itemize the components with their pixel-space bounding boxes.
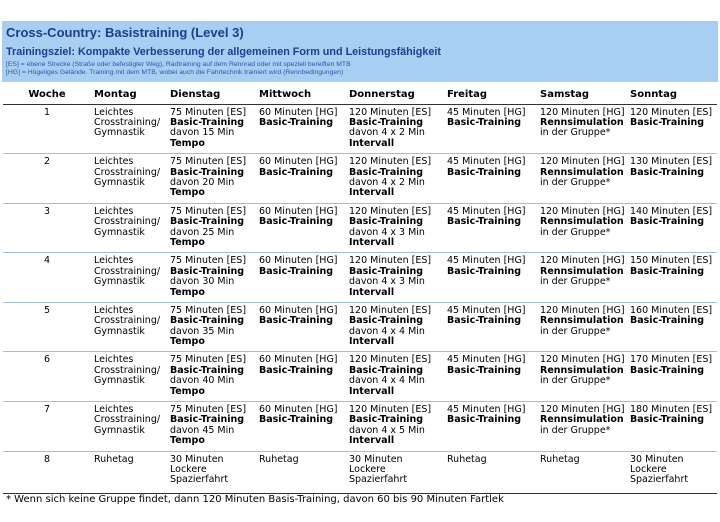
cell-samstag [537,154,627,203]
cell-montag [91,253,167,302]
week-number: 8 [43,453,51,465]
cell-text-line: Lockere [170,464,207,476]
cell-text-line: 130 Minuten [ES] [630,156,713,168]
table-row [3,352,717,402]
footnote: * Wenn sich keine Gruppe findet, dann 120 Minuten Basis-Training, davon 60 bis 90 Minuten Fartlek [6,494,504,505]
cell-text-line: in der Gruppe* [540,424,611,436]
cell-donnerstag [346,204,444,253]
table-row [3,303,717,353]
cell-text-line: Spazierfahrt [630,474,689,486]
cell-text-line: Lockere [630,464,667,476]
cell-text-line: 75 Minuten [ES] [170,106,247,118]
cell-text-line: 180 Minuten [ES] [630,404,713,416]
cell-text-line: Ruhetag [259,453,299,465]
cell-samstag [537,402,627,451]
cell-text-line: Rennsimulation [540,216,624,228]
cell-text-line: Intervall [349,137,395,149]
cell-text-line: in der Gruppe* [540,325,611,337]
cell-text-line: 150 Minuten [ES] [630,255,713,267]
cell-text-line: 120 Minuten [HG] [540,354,625,366]
cell-text-line: Basic-Training [630,116,705,128]
cell-text-line: in der Gruppe* [540,375,611,387]
cell-text-line: 30 Minuten [349,453,403,465]
cell-samstag [537,452,627,493]
cell-text-line: 45 Minuten [HG] [447,404,526,416]
cell-text-line: Basic-Training [170,315,245,327]
cell-text-line: Basic-Training [259,414,334,426]
cell-donnerstag [346,352,444,401]
cell-text-line: Basic-Training [349,216,424,228]
cell-text-line: davon 4 x 4 Min [349,325,425,337]
cell-text-line: 120 Minuten [ES] [630,106,713,118]
cell-text-line: Gymnastik [94,226,145,238]
cell-text-line: Tempo [170,286,205,298]
cell-text-line: davon 25 Min [170,226,235,238]
cell-dienstag [167,253,256,302]
cell-text-line: in der Gruppe* [540,127,611,139]
cell-text-line: Basic-Training [630,315,705,327]
cell-text-line: 60 Minuten [HG] [259,354,338,366]
cell-text-line: davon 30 Min [170,276,235,288]
cell-text-line: Tempo [170,187,205,199]
cell-samstag [537,253,627,302]
page-title: Cross-Country: Basistraining (Level 3) [6,25,244,40]
cell-freitag [444,352,537,401]
cell-dienstag [167,154,256,203]
cell-text-line: 45 Minuten [HG] [447,156,526,168]
cell-text-line: Ruhetag [540,453,580,465]
cell-montag [91,154,167,203]
plan-header [2,21,718,82]
cell-samstag [537,303,627,352]
cell-text-line: 160 Minuten [ES] [630,304,713,316]
cell-text-line: Crosstraining/ [94,315,161,327]
cell-text-line: Leichtes [94,404,134,416]
cell-text-line: Basic-Training [170,216,245,228]
cell-text-line: Basic-Training [170,116,245,128]
table-header-row [3,86,717,105]
cell-text-line: Basic-Training [349,315,424,327]
cell-text-line: 75 Minuten [ES] [170,304,247,316]
week-number: 6 [43,354,51,366]
cell-text-line: Leichtes [94,205,134,217]
training-table [3,86,717,494]
cell-text-line: Basic-Training [259,216,334,228]
cell-freitag [444,154,537,203]
cell-freitag [444,303,537,352]
cell-mittwoch [256,154,346,203]
cell-text-line: 60 Minuten [HG] [259,106,338,118]
cell-text-line: Leichtes [94,255,134,267]
cell-text-line: Basic-Training [170,265,245,277]
cell-text-line: 45 Minuten [HG] [447,354,526,366]
cell-text-line: 60 Minuten [HG] [259,205,338,217]
cell-text-line: in der Gruppe* [540,276,611,288]
table-body [3,105,717,494]
cell-text-line: 120 Minuten [ES] [349,106,432,118]
cell-text-line: Basic-Training [170,414,245,426]
cell-text-line: Basic-Training [447,166,522,178]
cell-text-line: Intervall [349,435,395,447]
cell-text-line: Basic-Training [630,414,705,426]
cell-text-line: Basic-Training [259,315,334,327]
cell-dienstag [167,204,256,253]
column-header-dienstag: Dienstag [170,89,221,100]
cell-text-line: Basic-Training [447,265,522,277]
cell-text-line: 120 Minuten [ES] [349,404,432,416]
cell-text-line: Basic-Training [349,265,424,277]
training-goal: Trainingsziel: Kompakte Verbesserung der allgemeinen Form und Leistungsfähigkeit [6,46,441,58]
cell-mittwoch [256,303,346,352]
cell-text-line: 120 Minuten [ES] [349,156,432,168]
cell-montag [91,204,167,253]
cell-text-line: 170 Minuten [ES] [630,354,713,366]
cell-montag [91,105,167,154]
cell-text-line: Basic-Training [349,116,424,128]
cell-text-line: davon 15 Min [170,127,235,139]
week-number: 2 [43,156,51,168]
cell-text-line: Ruhetag [94,453,134,465]
cell-text-line: davon 4 x 5 Min [349,424,425,436]
cell-text-line: Basic-Training [170,364,245,376]
cell-donnerstag [346,154,444,203]
cell-mittwoch [256,452,346,493]
cell-text-line: 75 Minuten [ES] [170,404,247,416]
column-header-samstag: Samstag [540,89,590,100]
cell-text-line: Basic-Training [259,364,334,376]
cell-text-line: Rennsimulation [540,414,624,426]
week-number: 1 [43,106,51,118]
cell-text-line: Tempo [170,236,205,248]
cell-text-line: davon 4 x 2 Min [349,176,425,188]
cell-text-line: 120 Minuten [ES] [349,255,432,267]
cell-text-line: Basic-Training [447,364,522,376]
cell-mittwoch [256,352,346,401]
column-header-sonntag: Sonntag [630,89,677,100]
cell-text-line: Basic-Training [447,414,522,426]
cell-text-line: Rennsimulation [540,265,624,277]
cell-text-line: Basic-Training [447,315,522,327]
cell-text-line: Basic-Training [630,216,705,228]
cell-freitag [444,402,537,451]
cell-text-line: davon 40 Min [170,375,235,387]
cell-text-line: davon 4 x 3 Min [349,276,425,288]
cell-text-line: Crosstraining/ [94,364,161,376]
cell-text-line: Intervall [349,187,395,199]
cell-text-line: Ruhetag [447,453,487,465]
cell-mittwoch [256,253,346,302]
cell-text-line: Rennsimulation [540,315,624,327]
cell-text-line: davon 4 x 2 Min [349,127,425,139]
cell-text-line: Basic-Training [630,166,705,178]
cell-text-line: davon 45 Min [170,424,235,436]
cell-text-line: davon 4 x 4 Min [349,375,425,387]
cell-text-line: 45 Minuten [HG] [447,304,526,316]
cell-text-line: Tempo [170,435,205,447]
cell-text-line: 60 Minuten [HG] [259,404,338,416]
cell-text-line: Intervall [349,336,395,348]
legend-hg: [HG] = Hügeliges Gelände. Training mit dem MTB, wobei auch die Fahrtechnik trainiert wird (Rennbedingungen) [6,69,344,76]
cell-dienstag [167,402,256,451]
cell-text-line: Basic-Training [259,166,334,178]
cell-text-line: 30 Minuten [170,453,224,465]
cell-text-line: Spazierfahrt [349,474,408,486]
column-header-donnerstag: Donnerstag [349,89,415,100]
cell-dienstag [167,452,256,493]
cell-text-line: Basic-Training [630,364,705,376]
cell-samstag [537,105,627,154]
legend-es: [ES] = ebene Strecke (Straße oder befestigter Weg), Radtraining auf dem Rennrad oder mit speziell bereiften MTB [6,61,351,68]
column-header-montag: Montag [94,89,137,100]
cell-text-line: in der Gruppe* [540,176,611,188]
table-row [3,402,717,452]
cell-text-line: Tempo [170,336,205,348]
cell-text-line: Gymnastik [94,127,145,139]
cell-text-line: 45 Minuten [HG] [447,205,526,217]
cell-text-line: Rennsimulation [540,166,624,178]
cell-freitag [444,452,537,493]
cell-montag [91,402,167,451]
cell-text-line: Basic-Training [447,116,522,128]
cell-text-line: 120 Minuten [ES] [349,354,432,366]
cell-text-line: davon 35 Min [170,325,235,337]
table-row [3,253,717,303]
cell-text-line: 120 Minuten [ES] [349,304,432,316]
cell-text-line: 60 Minuten [HG] [259,304,338,316]
table-row [3,204,717,254]
cell-text-line: Spazierfahrt [170,474,229,486]
cell-donnerstag [346,402,444,451]
cell-text-line: 120 Minuten [HG] [540,304,625,316]
table-row [3,105,717,155]
cell-montag [91,352,167,401]
cell-text-line: Basic-Training [349,364,424,376]
cell-montag [91,452,167,493]
column-header-mittwoch: Mittwoch [259,89,312,100]
cell-freitag [444,253,537,302]
table-row [3,452,717,494]
cell-text-line: 75 Minuten [ES] [170,255,247,267]
cell-sonntag [627,352,717,401]
cell-sonntag [627,452,717,493]
cell-text-line: Basic-Training [447,216,522,228]
cell-text-line: 120 Minuten [HG] [540,404,625,416]
cell-text-line: 120 Minuten [HG] [540,255,625,267]
cell-text-line: Gymnastik [94,424,145,436]
cell-text-line: Gymnastik [94,176,145,188]
cell-text-line: 140 Minuten [ES] [630,205,713,217]
cell-text-line: 120 Minuten [HG] [540,205,625,217]
cell-sonntag [627,154,717,203]
cell-text-line: Basic-Training [170,166,245,178]
cell-text-line: 60 Minuten [HG] [259,255,338,267]
cell-text-line: 75 Minuten [ES] [170,354,247,366]
cell-freitag [444,105,537,154]
cell-text-line: Leichtes [94,156,134,168]
table-row [3,154,717,204]
column-header-woche: Woche [28,89,66,100]
column-header-freitag: Freitag [447,89,488,100]
cell-text-line: Gymnastik [94,276,145,288]
cell-mittwoch [256,204,346,253]
cell-dienstag [167,105,256,154]
cell-sonntag [627,253,717,302]
cell-sonntag [627,204,717,253]
cell-sonntag [627,105,717,154]
cell-mittwoch [256,402,346,451]
cell-text-line: Crosstraining/ [94,166,161,178]
cell-montag [91,303,167,352]
cell-text-line: davon 20 Min [170,176,235,188]
cell-text-line: 120 Minuten [HG] [540,106,625,118]
cell-text-line: in der Gruppe* [540,226,611,238]
cell-text-line: 60 Minuten [HG] [259,156,338,168]
week-number: 7 [43,404,51,416]
cell-sonntag [627,402,717,451]
cell-text-line: 75 Minuten [ES] [170,156,247,168]
cell-text-line: Crosstraining/ [94,116,161,128]
cell-text-line: 45 Minuten [HG] [447,106,526,118]
cell-freitag [444,204,537,253]
cell-text-line: Basic-Training [259,116,334,128]
cell-text-line: 120 Minuten [ES] [349,205,432,217]
cell-text-line: Intervall [349,236,395,248]
cell-text-line: Basic-Training [259,265,334,277]
cell-text-line: 120 Minuten [HG] [540,156,625,168]
cell-text-line: Tempo [170,385,205,397]
cell-text-line: 30 Minuten [630,453,684,465]
cell-text-line: Intervall [349,286,395,298]
cell-donnerstag [346,452,444,493]
cell-text-line: Crosstraining/ [94,265,161,277]
week-number: 4 [43,255,51,267]
cell-text-line: Basic-Training [630,265,705,277]
week-number: 3 [43,205,51,217]
cell-text-line: davon 4 x 3 Min [349,226,425,238]
cell-text-line: Rennsimulation [540,116,624,128]
cell-mittwoch [256,105,346,154]
cell-text-line: Crosstraining/ [94,216,161,228]
cell-text-line: Gymnastik [94,325,145,337]
cell-text-line: Crosstraining/ [94,414,161,426]
cell-dienstag [167,303,256,352]
cell-text-line: Gymnastik [94,375,145,387]
cell-donnerstag [346,253,444,302]
cell-text-line: Tempo [170,137,205,149]
cell-text-line: 45 Minuten [HG] [447,255,526,267]
cell-text-line: Leichtes [94,354,134,366]
cell-text-line: Basic-Training [349,166,424,178]
cell-samstag [537,204,627,253]
cell-sonntag [627,303,717,352]
cell-text-line: Leichtes [94,106,134,118]
cell-dienstag [167,352,256,401]
cell-donnerstag [346,303,444,352]
cell-text-line: Lockere [349,464,386,476]
cell-text-line: Rennsimulation [540,364,624,376]
cell-text-line: Intervall [349,385,395,397]
week-number: 5 [43,304,51,316]
cell-text-line: 75 Minuten [ES] [170,205,247,217]
cell-samstag [537,352,627,401]
cell-text-line: Basic-Training [349,414,424,426]
cell-text-line: Leichtes [94,304,134,316]
cell-donnerstag [346,105,444,154]
